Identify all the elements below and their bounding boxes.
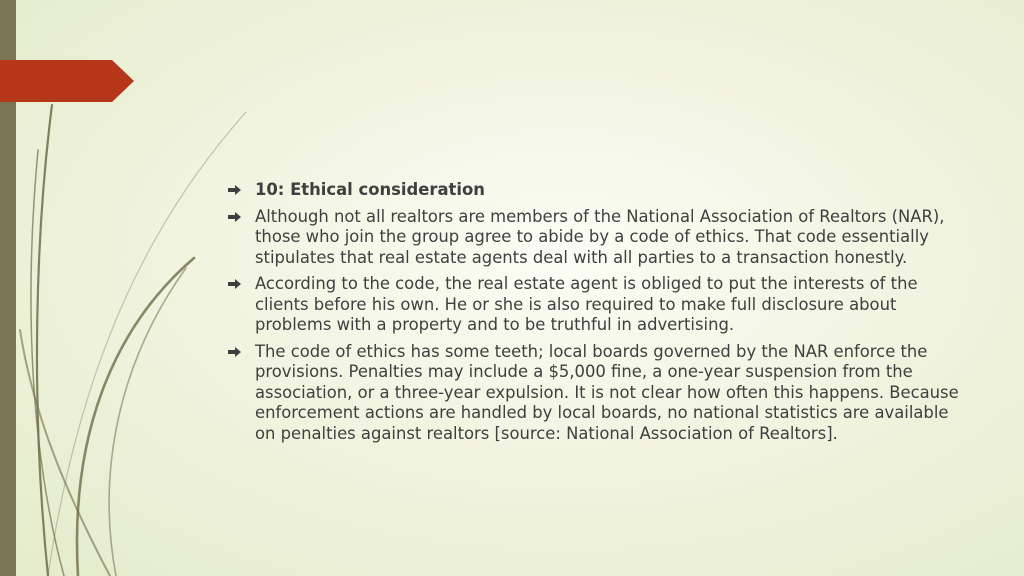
bullet-text: According to the code, the real estate agent is obliged to put the interests of the clients before his own. He or she is also required to make full disclosure about problems with a property and to be truthful in advertising. <box>255 274 918 334</box>
red-accent-tab <box>0 60 134 102</box>
arrow-bullet-icon <box>228 212 241 222</box>
bullet-text: 10: Ethical consideration <box>255 180 485 199</box>
bullet-item <box>228 342 973 445</box>
bullet-list <box>228 180 973 444</box>
bullet-text: The code of ethics has some teeth; local boards governed by the NAR enforce the provisions. Penalties may include a $5,000 fine, a one-year suspension from the association, or a three-year expulsion. It is not clear how often this happens. Because enforcement actions are handled by local boards, no national statistics are available on penalties against realtors [source: National Association of Realtors]. <box>255 341 959 443</box>
arrow-bullet-icon <box>228 347 241 357</box>
arrow-bullet-icon <box>228 185 241 195</box>
slide-content <box>228 180 973 450</box>
bullet-item <box>228 207 973 269</box>
arrow-bullet-icon <box>228 279 241 289</box>
bullet-item <box>228 274 973 336</box>
bullet-item-heading <box>228 180 973 201</box>
bullet-text: Although not all realtors are members of the National Association of Realtors (NAR), those who join the group agree to abide by a code of ethics. That code essentially stipulates that real estate agents deal with all parties to a transaction honestly. <box>255 206 945 267</box>
